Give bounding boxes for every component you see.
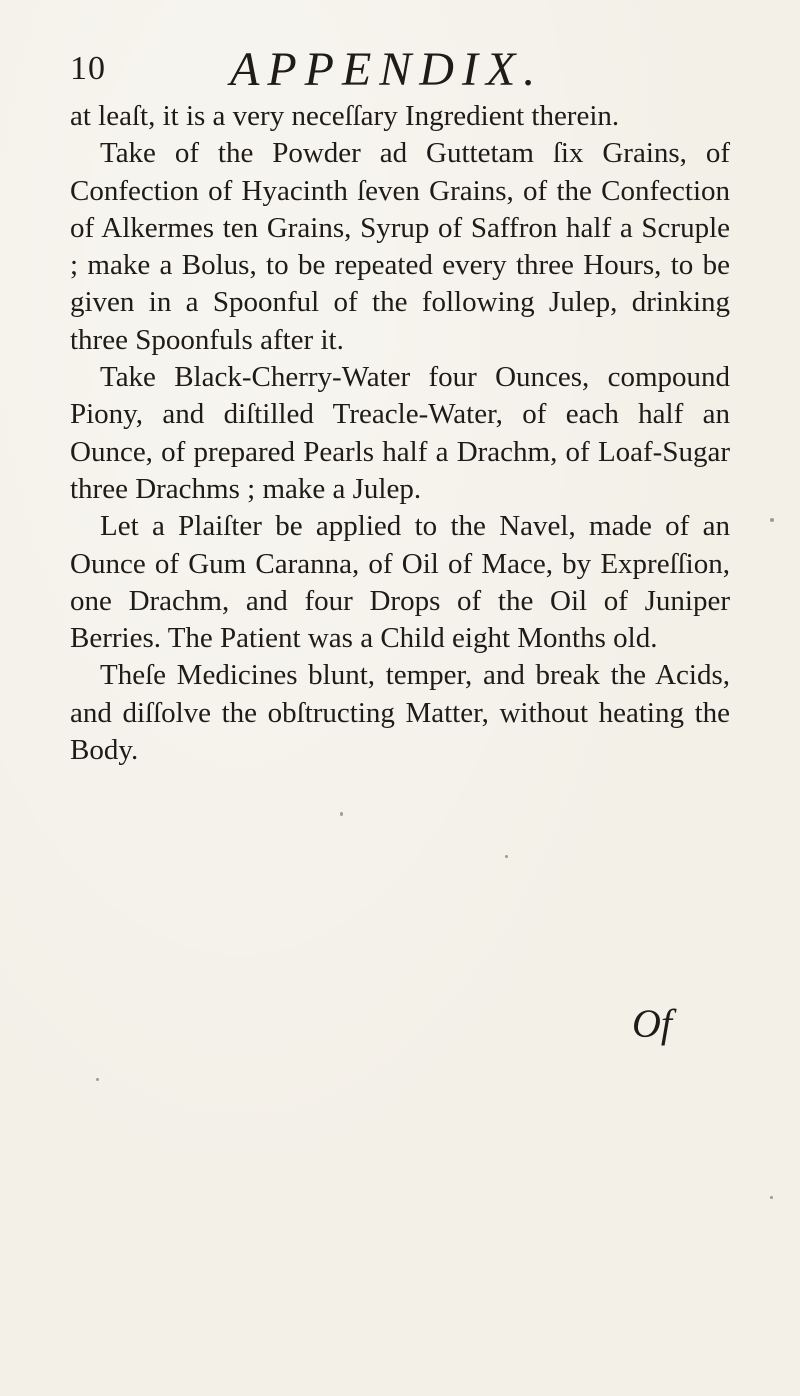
ink-speck: [340, 812, 343, 816]
ink-speck: [505, 855, 508, 858]
paragraph-3: Take Black-Cherry-Water four Ounces, compound Piony, and diſtilled Treacle-Water, of each half an Ounce, of prepared Pearls half a Drachm, of Loaf-Sugar three Drachms ; make a Julep.: [70, 361, 730, 505]
running-head: APPENDIX.: [230, 43, 544, 96]
page-header: [70, 42, 730, 102]
paragraph-4: Let a Plaiſter be applied to the Navel, made of an Ounce of Gum Caranna, of Oil of Mace, by Expreſſion, one Drachm, and four Drops of the Oil of Juniper Berries. The Patient was a Child eight Months old.: [70, 510, 730, 655]
body-text: [70, 98, 730, 769]
paragraph-1: at leaſt, it is a very neceſſary Ingredient therein.: [70, 100, 620, 132]
catchword: Of: [632, 1001, 672, 1046]
paragraph-2: Take of the Powder ad Guttetam ſix Grains, of Confection of Hyacinth ſeven Grains, of the Confection of Alkermes ten Grains, Syrup of Saffron half a Scruple ; make a Bolus, to be repeated every three Hours, to be given in a Spoonful of the following Julep, drinking three Spoonfuls after it.: [70, 137, 730, 356]
ink-speck: [770, 1196, 773, 1199]
ink-speck: [96, 1078, 99, 1081]
paragraph-5: Theſe Medicines blunt, temper, and break the Acids, and diſſolve the obſtructing Matter, without heating the Body.: [70, 659, 730, 767]
ink-speck: [770, 518, 774, 522]
page-number: 10: [70, 50, 106, 87]
